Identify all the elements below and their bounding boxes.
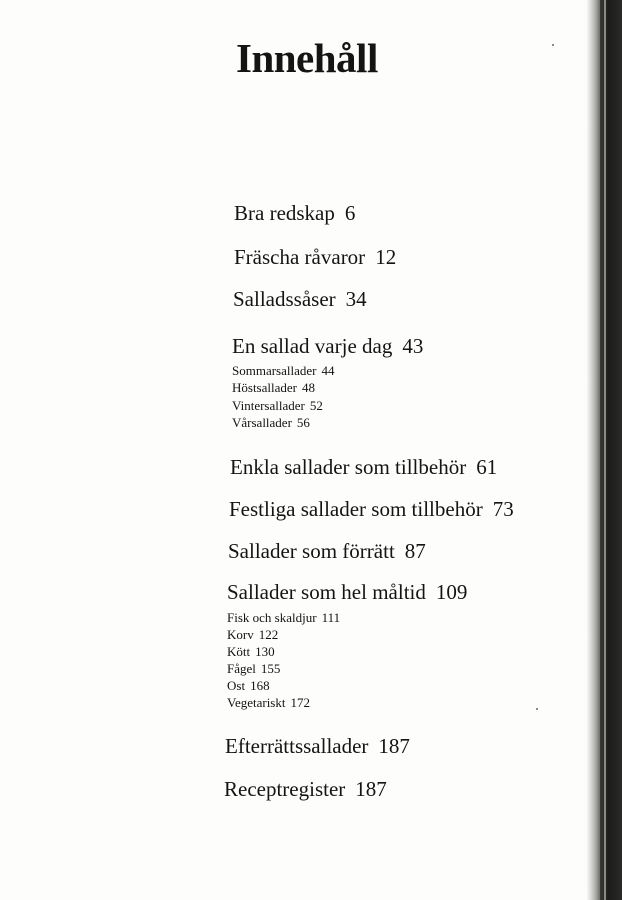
toc-subentry-label: Fisk och skaldjur [227, 610, 317, 625]
toc-subentry-fisk-och-skaldjur[interactable] [227, 609, 340, 626]
toc-subentry-label: Höstsallader [232, 380, 297, 395]
toc-entry-label: Efterrättssallader [225, 734, 369, 758]
toc-subentry-page: 172 [290, 695, 310, 710]
toc-entry-sallader-som-forratt[interactable] [228, 539, 426, 563]
toc-entry-page: 12 [375, 245, 397, 269]
toc-subentry-page: 48 [301, 380, 315, 395]
toc-entry-festliga-sallader[interactable] [229, 497, 514, 521]
toc-entry-label: Salladssåser [233, 287, 336, 311]
toc-subentry-label: Fågel [227, 661, 256, 676]
toc-entry-label: Fräscha råvaror [234, 245, 366, 269]
toc-entry-en-sallad-varje-dag[interactable] [232, 334, 423, 358]
toc-entry-efterrattssallader[interactable] [225, 734, 410, 758]
toc-subentry-page: 155 [260, 661, 281, 676]
toc-entry-enkla-sallader[interactable] [230, 455, 497, 479]
toc-subentry-page: 130 [255, 644, 275, 659]
toc-subentry-label: Kött [227, 644, 251, 659]
toc-entry-label: Enkla sallader som tillbehör [230, 455, 467, 479]
toc-entry-label: Sallader som hel måltid [227, 580, 426, 604]
toc-entry-page: 6 [344, 201, 356, 225]
toc-entry-page: 187 [378, 734, 410, 758]
toc-entry-page: 109 [435, 580, 468, 604]
toc-entry-salladssaser[interactable] [233, 287, 367, 311]
toc-subentry-vegetariskt[interactable] [227, 694, 310, 711]
toc-entry-fraescha-ravaror[interactable] [234, 245, 396, 269]
toc-subentry-sommarsallader[interactable] [232, 362, 334, 379]
toc-entry-label: En sallad varje dag [232, 334, 393, 358]
toc-subentry-page: 168 [250, 678, 270, 693]
toc-entry-page: 87 [404, 539, 426, 563]
toc-entry-label: Bra redskap [234, 201, 335, 225]
toc-subentry-page: 111 [321, 610, 341, 625]
toc-entry-page: 43 [402, 334, 424, 358]
toc-entry-page: 187 [355, 777, 387, 801]
toc-entry-label: Sallader som förrätt [228, 539, 395, 563]
toc-subentry-label: Ost [227, 678, 246, 693]
toc-entry-sallader-som-hel-maltid[interactable] [227, 580, 467, 604]
toc-subentry-kott[interactable] [227, 643, 275, 660]
toc-subentry-hostsallader[interactable] [232, 379, 315, 396]
toc-entry-label: Festliga sallader som tillbehör [229, 497, 483, 521]
toc-subentry-varsallader[interactable] [232, 414, 310, 431]
scan-speck [536, 708, 538, 710]
toc-entry-receptregister[interactable] [224, 777, 387, 801]
toc-subentry-label: Korv [227, 627, 254, 642]
toc-entry-page: 73 [492, 497, 514, 521]
toc-subentry-page: 52 [309, 398, 323, 413]
toc-subentry-label: Vintersallader [232, 398, 305, 413]
page-edge-line [604, 0, 606, 900]
toc-entry-page: 61 [476, 455, 498, 479]
toc-subentry-vintersallader[interactable] [232, 397, 323, 414]
toc-subentry-label: Vårsallader [232, 415, 292, 430]
toc-subentry-page: 56 [296, 415, 310, 430]
page-title: Innehåll [236, 35, 378, 81]
scan-speck [552, 44, 554, 46]
toc-subentry-ost[interactable] [227, 677, 270, 694]
toc-subentry-label: Vegetariskt [227, 695, 286, 710]
toc-subentry-fagel[interactable] [227, 660, 280, 677]
toc-entry-bra-redskap[interactable] [234, 201, 355, 225]
toc-subentry-korv[interactable] [227, 626, 278, 643]
toc-entry-label: Receptregister [224, 777, 346, 801]
toc-subentry-page: 122 [258, 627, 279, 642]
toc-subentry-page: 44 [321, 363, 335, 378]
toc-subentry-label: Sommarsallader [232, 363, 317, 378]
page-edge-shadow [586, 0, 600, 900]
toc-entry-page: 34 [345, 287, 367, 311]
